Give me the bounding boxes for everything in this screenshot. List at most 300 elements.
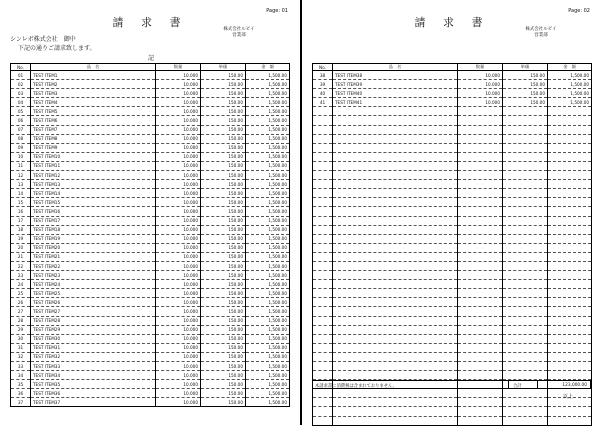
empty-cell [458, 252, 503, 261]
cell-no: 02 [11, 80, 31, 89]
cell-no: 03 [11, 89, 31, 98]
cell-qty: 10.000 [156, 243, 201, 252]
empty-cell [503, 143, 548, 152]
table-row [313, 80, 592, 89]
empty-cell [333, 398, 458, 407]
empty-cell [503, 216, 548, 225]
cell-no: 10 [11, 152, 31, 161]
table-row [11, 189, 290, 198]
cell-price: 150.00 [201, 316, 246, 325]
cell-no: 36 [11, 389, 31, 398]
cell-amount: 1,500.00 [246, 116, 290, 125]
empty-cell [503, 398, 548, 407]
empty-cell [333, 343, 458, 352]
empty-cell [548, 280, 592, 289]
cell-qty: 10.000 [156, 271, 201, 280]
cell-qty: 10.000 [156, 143, 201, 152]
empty-row [313, 171, 592, 180]
empty-row [313, 234, 592, 243]
cell-no: 18 [11, 225, 31, 234]
cell-no: 15 [11, 198, 31, 207]
cell-name: TEST ITEM40 [333, 89, 458, 98]
table-row [11, 343, 290, 352]
company-name: 株式会社ルビイ [525, 27, 557, 32]
cell-qty: 10.000 [156, 207, 201, 216]
empty-cell [313, 252, 333, 261]
cell-no: 30 [11, 334, 31, 343]
empty-cell [333, 389, 458, 398]
cell-price: 150.00 [201, 343, 246, 352]
table-row [11, 389, 290, 398]
empty-cell [548, 343, 592, 352]
cell-price: 150.00 [201, 307, 246, 316]
cell-amount: 1,500.00 [246, 234, 290, 243]
empty-cell [333, 143, 458, 152]
cell-qty: 10.000 [156, 216, 201, 225]
empty-cell [333, 416, 458, 425]
cell-price: 150.00 [201, 234, 246, 243]
cell-price: 150.00 [503, 89, 548, 98]
table-row [11, 271, 290, 280]
empty-cell [503, 352, 548, 361]
cell-price: 150.00 [201, 125, 246, 134]
company-dept: 営業部 [232, 33, 246, 38]
empty-cell [458, 125, 503, 134]
table-row [11, 89, 290, 98]
cell-qty: 10.000 [156, 298, 201, 307]
cell-price: 150.00 [201, 398, 246, 407]
cell-qty: 10.000 [156, 134, 201, 143]
empty-cell [313, 107, 333, 116]
cell-qty: 10.000 [156, 334, 201, 343]
empty-cell [313, 307, 333, 316]
empty-row [313, 143, 592, 152]
table-row [11, 298, 290, 307]
empty-cell [548, 252, 592, 261]
cell-qty: 10.000 [156, 71, 201, 80]
empty-cell [548, 362, 592, 371]
empty-cell [458, 161, 503, 170]
table-row [11, 261, 290, 270]
empty-cell [503, 371, 548, 380]
empty-cell [503, 289, 548, 298]
cell-no: 21 [11, 252, 31, 261]
cell-qty: 10.000 [458, 80, 503, 89]
cell-no: 01 [11, 71, 31, 80]
cell-name: TEST ITEM2 [31, 80, 156, 89]
empty-cell [548, 298, 592, 307]
empty-cell [548, 198, 592, 207]
empty-cell [333, 189, 458, 198]
empty-cell [313, 207, 333, 216]
cell-no: 07 [11, 125, 31, 134]
table-row [11, 207, 290, 216]
empty-cell [333, 198, 458, 207]
empty-row [313, 416, 592, 425]
empty-cell [458, 289, 503, 298]
cell-amount: 1,500.00 [246, 380, 290, 389]
empty-cell [458, 180, 503, 189]
cell-qty: 10.000 [156, 225, 201, 234]
empty-cell [548, 207, 592, 216]
empty-cell [313, 243, 333, 252]
empty-cell [333, 107, 458, 116]
empty-cell [333, 325, 458, 334]
cell-no: 19 [11, 234, 31, 243]
empty-cell [458, 152, 503, 161]
cell-amount: 1,500.00 [246, 98, 290, 107]
tax-note: 本請求書に消費税は含まれておりません。 [315, 383, 397, 389]
page-number: Page: 02 [568, 8, 590, 14]
empty-cell [458, 352, 503, 361]
empty-cell [548, 216, 592, 225]
invoice-title: 請 求 書 [112, 16, 188, 29]
cell-price: 150.00 [503, 98, 548, 107]
company-block [212, 27, 266, 39]
cell-amount: 1,500.00 [548, 71, 592, 80]
empty-row [313, 180, 592, 189]
cell-amount: 1,500.00 [246, 243, 290, 252]
cell-qty: 10.000 [156, 98, 201, 107]
table-row [11, 316, 290, 325]
empty-cell [548, 225, 592, 234]
cell-name: TEST ITEM38 [333, 71, 458, 80]
header-no: No. [313, 64, 333, 71]
empty-row [313, 298, 592, 307]
cell-amount: 1,500.00 [246, 325, 290, 334]
empty-cell [333, 225, 458, 234]
empty-cell [503, 261, 548, 270]
cell-no: 08 [11, 134, 31, 143]
empty-cell [548, 171, 592, 180]
cell-amount: 1,500.00 [246, 125, 290, 134]
empty-cell [458, 261, 503, 270]
cell-amount: 1,500.00 [246, 80, 290, 89]
empty-cell [313, 271, 333, 280]
cell-no: 20 [11, 243, 31, 252]
cell-amount: 1,500.00 [246, 280, 290, 289]
empty-cell [313, 261, 333, 270]
cell-name: TEST ITEM11 [31, 161, 156, 170]
empty-row [313, 289, 592, 298]
cell-price: 150.00 [201, 334, 246, 343]
header-qty: 数量 [458, 64, 503, 71]
empty-cell [503, 280, 548, 289]
table-row [11, 234, 290, 243]
cell-name: TEST ITEM16 [31, 207, 156, 216]
cell-price: 150.00 [201, 152, 246, 161]
cell-name: TEST ITEM39 [333, 80, 458, 89]
cell-price: 150.00 [201, 171, 246, 180]
table-row [11, 171, 290, 180]
cell-price: 150.00 [201, 180, 246, 189]
cell-amount: 1,500.00 [246, 161, 290, 170]
empty-row [313, 216, 592, 225]
empty-cell [458, 334, 503, 343]
cell-qty: 10.000 [156, 80, 201, 89]
empty-cell [333, 307, 458, 316]
cell-price: 150.00 [201, 352, 246, 361]
table-row [313, 89, 592, 98]
empty-cell [333, 116, 458, 125]
table-row [11, 161, 290, 170]
empty-cell [503, 225, 548, 234]
empty-row [313, 243, 592, 252]
cell-amount: 1,500.00 [246, 371, 290, 380]
table-row [11, 216, 290, 225]
cell-price: 150.00 [201, 225, 246, 234]
cell-amount: 1,500.00 [246, 334, 290, 343]
empty-row [313, 134, 592, 143]
empty-cell [503, 161, 548, 170]
cell-name: TEST ITEM13 [31, 180, 156, 189]
empty-cell [503, 407, 548, 416]
empty-cell [313, 216, 333, 225]
table-header-row [313, 64, 592, 71]
empty-cell [548, 152, 592, 161]
empty-cell [313, 362, 333, 371]
empty-cell [333, 180, 458, 189]
empty-cell [458, 143, 503, 152]
empty-cell [458, 298, 503, 307]
empty-cell [503, 152, 548, 161]
cell-price: 150.00 [201, 143, 246, 152]
cell-name: TEST ITEM4 [31, 98, 156, 107]
cell-amount: 1,500.00 [246, 343, 290, 352]
empty-cell [503, 243, 548, 252]
cell-price: 150.00 [201, 243, 246, 252]
cell-qty: 10.000 [156, 152, 201, 161]
empty-cell [548, 289, 592, 298]
empty-cell [313, 334, 333, 343]
cell-no: 31 [11, 343, 31, 352]
empty-cell [458, 271, 503, 280]
company-block [514, 27, 568, 39]
empty-cell [503, 107, 548, 116]
table-row [313, 98, 592, 107]
empty-cell [503, 389, 548, 398]
cell-qty: 10.000 [156, 280, 201, 289]
table-row [11, 325, 290, 334]
cell-price: 150.00 [201, 298, 246, 307]
cell-no: 28 [11, 316, 31, 325]
empty-cell [313, 161, 333, 170]
table-row [11, 180, 290, 189]
table-row [11, 307, 290, 316]
cell-name: TEST ITEM23 [31, 271, 156, 280]
table-row [11, 198, 290, 207]
cell-qty: 10.000 [156, 316, 201, 325]
empty-cell [458, 316, 503, 325]
cell-amount: 1,500.00 [246, 171, 290, 180]
empty-cell [313, 116, 333, 125]
cell-amount: 1,500.00 [246, 252, 290, 261]
empty-cell [458, 407, 503, 416]
empty-cell [458, 398, 503, 407]
empty-cell [458, 243, 503, 252]
table-row [11, 80, 290, 89]
empty-cell [333, 407, 458, 416]
cell-amount: 1,500.00 [246, 71, 290, 80]
cell-amount: 1,500.00 [246, 225, 290, 234]
empty-cell [458, 307, 503, 316]
header-price: 単価 [503, 64, 548, 71]
cell-name: TEST ITEM35 [31, 380, 156, 389]
cell-qty: 10.000 [156, 362, 201, 371]
cell-name: TEST ITEM31 [31, 343, 156, 352]
cell-price: 150.00 [201, 80, 246, 89]
total-value: 123,000.00 [562, 382, 587, 388]
cell-amount: 1,500.00 [246, 298, 290, 307]
table-row [11, 71, 290, 80]
cell-no: 38 [313, 71, 333, 80]
empty-cell [458, 362, 503, 371]
cell-qty: 10.000 [458, 71, 503, 80]
ki-mark: 記 [148, 55, 155, 62]
cell-name: TEST ITEM25 [31, 289, 156, 298]
empty-cell [503, 271, 548, 280]
cell-price: 150.00 [201, 261, 246, 270]
cell-amount: 1,500.00 [548, 89, 592, 98]
cell-name: TEST ITEM3 [31, 89, 156, 98]
cell-no: 09 [11, 143, 31, 152]
cell-price: 150.00 [201, 371, 246, 380]
invoice-footer [312, 380, 591, 389]
empty-row [313, 343, 592, 352]
cell-no: 17 [11, 216, 31, 225]
cell-no: 06 [11, 116, 31, 125]
cell-name: TEST ITEM10 [31, 152, 156, 161]
empty-cell [548, 143, 592, 152]
empty-cell [313, 180, 333, 189]
empty-cell [313, 416, 333, 425]
table-row [11, 152, 290, 161]
cell-name: TEST ITEM33 [31, 362, 156, 371]
empty-cell [333, 280, 458, 289]
table-row [11, 243, 290, 252]
table-row [11, 116, 290, 125]
cell-price: 150.00 [201, 189, 246, 198]
cell-name: TEST ITEM9 [31, 143, 156, 152]
cell-name: TEST ITEM22 [31, 261, 156, 270]
empty-cell [313, 343, 333, 352]
empty-cell [333, 316, 458, 325]
cell-no: 27 [11, 307, 31, 316]
empty-cell [503, 116, 548, 125]
empty-cell [503, 180, 548, 189]
table-row [11, 398, 290, 407]
empty-cell [313, 407, 333, 416]
cell-name: TEST ITEM20 [31, 243, 156, 252]
empty-cell [503, 298, 548, 307]
invoice-message: 下記の通りご請求致します。 [18, 45, 96, 52]
table-row [11, 352, 290, 361]
cell-qty: 10.000 [156, 325, 201, 334]
empty-cell [503, 416, 548, 425]
empty-cell [333, 271, 458, 280]
header-no: No. [11, 64, 31, 71]
cell-no: 25 [11, 289, 31, 298]
empty-cell [503, 325, 548, 334]
empty-cell [503, 362, 548, 371]
cell-name: TEST ITEM32 [31, 352, 156, 361]
empty-cell [458, 216, 503, 225]
cell-no: 37 [11, 398, 31, 407]
empty-cell [503, 125, 548, 134]
cell-name: TEST ITEM17 [31, 216, 156, 225]
empty-cell [458, 189, 503, 198]
empty-cell [548, 416, 592, 425]
cell-name: TEST ITEM8 [31, 134, 156, 143]
header-qty: 数量 [156, 64, 201, 71]
cell-name: TEST ITEM28 [31, 316, 156, 325]
table-row [11, 289, 290, 298]
table-row [11, 98, 290, 107]
empty-cell [503, 307, 548, 316]
cell-amount: 1,500.00 [246, 152, 290, 161]
table-row [11, 362, 290, 371]
cell-amount: 1,500.00 [246, 207, 290, 216]
empty-row [313, 207, 592, 216]
table-row [11, 225, 290, 234]
cell-no: 41 [313, 98, 333, 107]
cell-no: 24 [11, 280, 31, 289]
cell-price: 150.00 [201, 198, 246, 207]
empty-cell [333, 171, 458, 180]
cell-no: 05 [11, 107, 31, 116]
invoice-title: 請 求 書 [414, 16, 490, 29]
empty-cell [548, 180, 592, 189]
cell-price: 150.00 [201, 389, 246, 398]
cell-qty: 10.000 [156, 398, 201, 407]
cell-qty: 10.000 [156, 389, 201, 398]
empty-cell [313, 398, 333, 407]
cell-name: TEST ITEM30 [31, 334, 156, 343]
empty-row [313, 161, 592, 170]
empty-row [313, 271, 592, 280]
cell-price: 150.00 [201, 362, 246, 371]
empty-row [313, 116, 592, 125]
empty-cell [548, 407, 592, 416]
empty-cell [458, 234, 503, 243]
empty-cell [313, 234, 333, 243]
empty-cell [503, 343, 548, 352]
cell-no: 40 [313, 89, 333, 98]
empty-cell [333, 352, 458, 361]
cell-no: 35 [11, 380, 31, 389]
empty-row [313, 325, 592, 334]
cell-price: 150.00 [503, 80, 548, 89]
cell-name: TEST ITEM36 [31, 389, 156, 398]
cell-no: 23 [11, 271, 31, 280]
empty-cell [333, 207, 458, 216]
cell-amount: 1,500.00 [246, 352, 290, 361]
cell-amount: 1,500.00 [246, 271, 290, 280]
empty-cell [313, 171, 333, 180]
cell-amount: 1,500.00 [246, 307, 290, 316]
empty-cell [503, 198, 548, 207]
empty-cell [548, 234, 592, 243]
cell-price: 150.00 [201, 280, 246, 289]
empty-row [313, 252, 592, 261]
empty-cell [313, 152, 333, 161]
cell-no: 29 [11, 325, 31, 334]
empty-cell [458, 107, 503, 116]
cell-amount: 1,500.00 [246, 362, 290, 371]
footer-divider [537, 381, 538, 388]
cell-amount: 1,500.00 [246, 261, 290, 270]
cell-amount: 1,500.00 [246, 134, 290, 143]
